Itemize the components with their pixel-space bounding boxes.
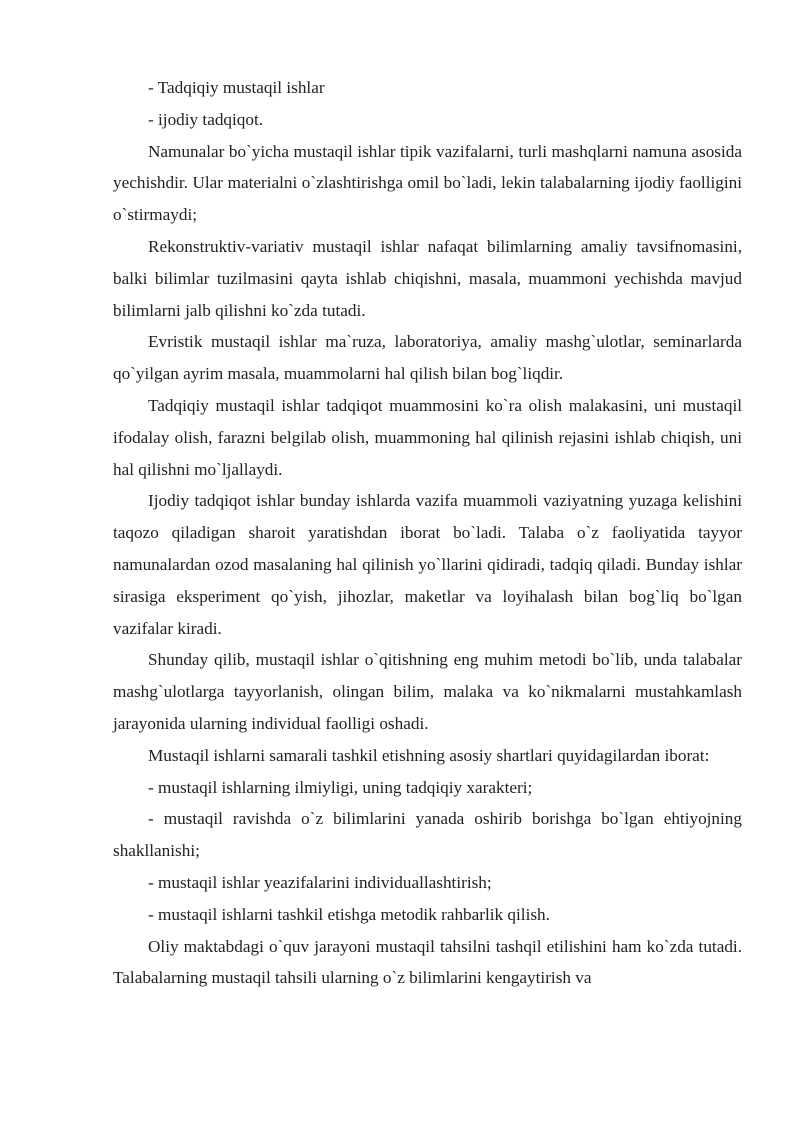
paragraph-research-work: Tadqiqiy mustaqil ishlar tadqiqot muammosini ko`ra olish malakasini, uni mustaqil ifodalay olish, farazni belgilab olish, muammoning hal qilinish rejasini ishlab chiqish, uni hal qilishni mo`ljallaydi. bbox=[113, 395, 742, 479]
paragraph-higher-school: Oliy maktabdagi o`quv jarayoni mustaqil tahsilni tashqil etilishini ham ko`zda tutadi. Talabalarning mustaqil tahsili ularning o`z bilimlarini kengaytirish va bbox=[113, 936, 742, 988]
document-page bbox=[113, 72, 742, 994]
list-item-methodical-guidance: - mustaqil ishlarni tashkil etishga metodik rahbarlik qilish. bbox=[148, 904, 550, 924]
paragraph-reconstructive-work: Rekonstruktiv-variativ mustaqil ishlar nafaqat bilimlarning amaliy tavsifnomasini, balki bilimlar tuzilmasini qayta ishlab chiqishni, masala, muammoni yechishda mavjud bilimlarni jalb qilishni ko`zda tutadi. bbox=[113, 236, 742, 320]
list-item-individualization: - mustaqil ishlar yeazifalarini individuallashtirish; bbox=[148, 872, 492, 892]
list-item-research-work: - Tadqiqiy mustaqil ishlar bbox=[148, 78, 325, 97]
paragraph-creative-research: Ijodiy tadqiqot ishlar bunday ishlarda vazifa muammoli vaziyatning yuzaga kelishini taqozo qiladigan sharoit yaratishdan iborat bo`ladi. Talaba o`z faoliyatida tayyor namunalardan ozod masalaning hal qilinish yo`llarini qidiradi, tadqiq qiladi. Bunday ishlar sirasiga eksperiment qo`yish, jihozlar, maketlar va loyihalash bilan bog`liq bo`lgan vazifalar kiradi. bbox=[113, 491, 742, 638]
list-item-scientific-nature: - mustaqil ishlarning ilmiyligi, uning tadqiqiy xarakteri; bbox=[148, 777, 533, 797]
list-item-need-formation: - mustaqil ravishda o`z bilimlarini yanada oshirib borishga bo`lgan ehtiyojning shakllanishi; bbox=[113, 809, 742, 861]
list-item-creative-research: - ijodiy tadqiqot. bbox=[148, 109, 264, 129]
paragraph-conditions-intro: Mustaqil ishlarni samarali tashkil etishning asosiy shartlari quyidagilardan iborat: bbox=[148, 745, 710, 765]
paragraph-sample-based-work: Namunalar bo`yicha mustaqil ishlar tipik vazifalarni, turli mashqlarni namuna asosida yechishdir. Ular materialni o`zlashtirishga omil bo`ladi, lekin talabalarning ijodiy faolligini o`stirmaydi; bbox=[113, 141, 742, 225]
paragraph-conclusion: Shunday qilib, mustaqil ishlar o`qitishning eng muhim metodi bo`lib, unda talabalar mashg`ulotlarga tayyorlanish, olingan bilim, malaka va ko`nikmalarni mustahkamlash jarayonida ularning individual faolligi oshadi. bbox=[113, 650, 742, 733]
paragraph-heuristic-work: Evristik mustaqil ishlar ma`ruza, laboratoriya, amaliy mashg`ulotlar, seminarlarda qo`yilgan ayrim masala, muammolarni hal qilish bilan bog`liqdir. bbox=[113, 332, 742, 384]
